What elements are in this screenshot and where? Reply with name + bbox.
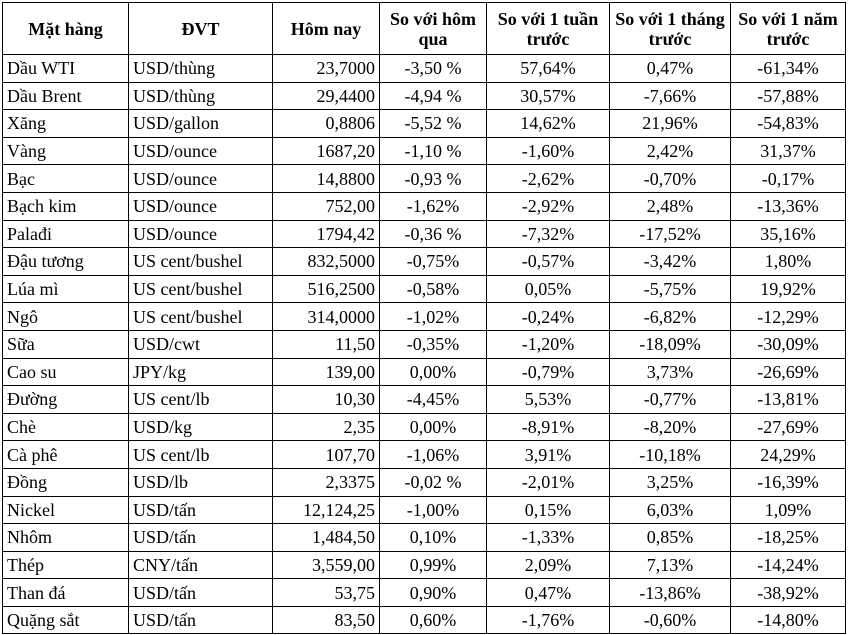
today-price-cell: 832,5000	[273, 248, 380, 276]
change-vs-last-year-cell: -61,34%	[731, 55, 846, 83]
change-vs-last-month-cell: 2,42%	[610, 137, 731, 165]
table-row	[3, 303, 846, 331]
change-vs-yesterday-cell: -1,62%	[380, 192, 487, 220]
change-vs-last-week-cell: 57,64%	[487, 55, 610, 83]
table-row	[3, 413, 846, 441]
unit-cell: USD/cwt	[129, 330, 273, 358]
change-vs-last-year-cell: -0,17%	[731, 165, 846, 193]
commodity-name-cell: Lúa mì	[3, 275, 129, 303]
change-vs-yesterday-cell: 0,60%	[380, 606, 487, 634]
commodity-name-cell: Cà phê	[3, 441, 129, 469]
table-header	[3, 3, 846, 55]
change-vs-last-year-cell: -38,92%	[731, 579, 846, 607]
commodity-name-cell: Đồng	[3, 468, 129, 496]
unit-cell: USD/tấn	[129, 606, 273, 634]
table-row	[3, 551, 846, 579]
header-vs-yesterday: So với hôm qua	[380, 3, 487, 55]
commodity-name-cell: Sữa	[3, 330, 129, 358]
today-price-cell: 23,7000	[273, 55, 380, 83]
change-vs-last-month-cell: -0,60%	[610, 606, 731, 634]
change-vs-last-week-cell: 14,62%	[487, 110, 610, 138]
change-vs-last-week-cell: 0,05%	[487, 275, 610, 303]
change-vs-last-week-cell: -1,33%	[487, 524, 610, 552]
change-vs-yesterday-cell: -0,02 %	[380, 468, 487, 496]
today-price-cell: 107,70	[273, 441, 380, 469]
change-vs-last-week-cell: -2,92%	[487, 192, 610, 220]
change-vs-last-year-cell: 1,80%	[731, 248, 846, 276]
header-today: Hôm nay	[273, 3, 380, 55]
change-vs-last-year-cell: -13,81%	[731, 386, 846, 414]
unit-cell: USD/ounce	[129, 220, 273, 248]
today-price-cell: 3,559,00	[273, 551, 380, 579]
unit-cell: USD/tấn	[129, 579, 273, 607]
change-vs-last-month-cell: 0,85%	[610, 524, 731, 552]
change-vs-last-week-cell: 0,15%	[487, 496, 610, 524]
unit-cell: USD/thùng	[129, 55, 273, 83]
today-price-cell: 2,35	[273, 413, 380, 441]
table-row	[3, 220, 846, 248]
unit-cell: USD/ounce	[129, 192, 273, 220]
change-vs-yesterday-cell: -1,00%	[380, 496, 487, 524]
change-vs-last-month-cell: -17,52%	[610, 220, 731, 248]
table-row	[3, 82, 846, 110]
change-vs-yesterday-cell: 0,10%	[380, 524, 487, 552]
table-row	[3, 386, 846, 414]
unit-cell: USD/kg	[129, 413, 273, 441]
change-vs-last-week-cell: 0,47%	[487, 579, 610, 607]
change-vs-last-month-cell: -7,66%	[610, 82, 731, 110]
table-row	[3, 330, 846, 358]
change-vs-last-month-cell: 6,03%	[610, 496, 731, 524]
today-price-cell: 516,2500	[273, 275, 380, 303]
unit-cell: US cent/bushel	[129, 275, 273, 303]
today-price-cell: 12,124,25	[273, 496, 380, 524]
change-vs-last-week-cell: -7,32%	[487, 220, 610, 248]
change-vs-yesterday-cell: 0,90%	[380, 579, 487, 607]
commodity-name-cell: Đường	[3, 386, 129, 414]
today-price-cell: 53,75	[273, 579, 380, 607]
change-vs-yesterday-cell: -1,02%	[380, 303, 487, 331]
today-price-cell: 83,50	[273, 606, 380, 634]
table-row	[3, 192, 846, 220]
table-row	[3, 110, 846, 138]
change-vs-yesterday-cell: -1,10 %	[380, 137, 487, 165]
commodity-name-cell: Xăng	[3, 110, 129, 138]
change-vs-last-week-cell: -1,20%	[487, 330, 610, 358]
change-vs-last-month-cell: -10,18%	[610, 441, 731, 469]
change-vs-last-month-cell: -0,70%	[610, 165, 731, 193]
today-price-cell: 1687,20	[273, 137, 380, 165]
today-price-cell: 0,8806	[273, 110, 380, 138]
today-price-cell: 14,8800	[273, 165, 380, 193]
table-body	[3, 55, 846, 634]
change-vs-last-year-cell: 19,92%	[731, 275, 846, 303]
table-row	[3, 579, 846, 607]
commodity-name-cell: Palađi	[3, 220, 129, 248]
change-vs-last-week-cell: 2,09%	[487, 551, 610, 579]
today-price-cell: 11,50	[273, 330, 380, 358]
change-vs-yesterday-cell: -5,52 %	[380, 110, 487, 138]
change-vs-last-week-cell: -1,76%	[487, 606, 610, 634]
change-vs-last-week-cell: -0,79%	[487, 358, 610, 386]
change-vs-last-month-cell: 2,48%	[610, 192, 731, 220]
table-row	[3, 248, 846, 276]
table-row	[3, 524, 846, 552]
today-price-cell: 1,484,50	[273, 524, 380, 552]
change-vs-last-month-cell: -18,09%	[610, 330, 731, 358]
commodity-name-cell: Dầu Brent	[3, 82, 129, 110]
change-vs-last-week-cell: -0,57%	[487, 248, 610, 276]
unit-cell: JPY/kg	[129, 358, 273, 386]
header-unit: ĐVT	[129, 3, 273, 55]
unit-cell: USD/tấn	[129, 524, 273, 552]
change-vs-yesterday-cell: 0,99%	[380, 551, 487, 579]
table-row	[3, 275, 846, 303]
change-vs-last-month-cell: -6,82%	[610, 303, 731, 331]
unit-cell: US cent/lb	[129, 386, 273, 414]
table-row	[3, 441, 846, 469]
change-vs-last-year-cell: -26,69%	[731, 358, 846, 386]
commodity-name-cell: Than đá	[3, 579, 129, 607]
commodity-name-cell: Đậu tương	[3, 248, 129, 276]
change-vs-last-month-cell: -0,77%	[610, 386, 731, 414]
change-vs-last-week-cell: -8,91%	[487, 413, 610, 441]
commodity-name-cell: Quặng sắt	[3, 606, 129, 634]
commodity-name-cell: Cao su	[3, 358, 129, 386]
today-price-cell: 10,30	[273, 386, 380, 414]
change-vs-yesterday-cell: -0,36 %	[380, 220, 487, 248]
unit-cell: US cent/lb	[129, 441, 273, 469]
table-row	[3, 606, 846, 634]
commodity-name-cell: Nickel	[3, 496, 129, 524]
table-row	[3, 496, 846, 524]
change-vs-last-year-cell: 1,09%	[731, 496, 846, 524]
change-vs-last-week-cell: -1,60%	[487, 137, 610, 165]
change-vs-last-month-cell: 3,73%	[610, 358, 731, 386]
table-row	[3, 137, 846, 165]
change-vs-yesterday-cell: -3,50 %	[380, 55, 487, 83]
change-vs-last-month-cell: 3,25%	[610, 468, 731, 496]
change-vs-yesterday-cell: -0,58%	[380, 275, 487, 303]
header-commodity: Mặt hàng	[3, 3, 129, 55]
change-vs-last-week-cell: 5,53%	[487, 386, 610, 414]
change-vs-last-year-cell: 35,16%	[731, 220, 846, 248]
commodity-name-cell: Nhôm	[3, 524, 129, 552]
unit-cell: USD/gallon	[129, 110, 273, 138]
today-price-cell: 2,3375	[273, 468, 380, 496]
change-vs-yesterday-cell: 0,00%	[380, 358, 487, 386]
header-vs-last-year: So với 1 năm trước	[731, 3, 846, 55]
change-vs-last-month-cell: -3,42%	[610, 248, 731, 276]
today-price-cell: 752,00	[273, 192, 380, 220]
change-vs-yesterday-cell: -0,93 %	[380, 165, 487, 193]
unit-cell: USD/lb	[129, 468, 273, 496]
header-vs-last-week: So với 1 tuần trước	[487, 3, 610, 55]
change-vs-last-year-cell: -18,25%	[731, 524, 846, 552]
unit-cell: US cent/bushel	[129, 248, 273, 276]
commodity-name-cell: Bạc	[3, 165, 129, 193]
change-vs-last-month-cell: -8,20%	[610, 413, 731, 441]
change-vs-last-year-cell: 31,37%	[731, 137, 846, 165]
header-vs-last-month: So với 1 tháng trước	[610, 3, 731, 55]
today-price-cell: 139,00	[273, 358, 380, 386]
commodity-name-cell: Thép	[3, 551, 129, 579]
unit-cell: USD/ounce	[129, 165, 273, 193]
commodity-name-cell: Bạch kim	[3, 192, 129, 220]
change-vs-last-year-cell: -13,36%	[731, 192, 846, 220]
commodity-name-cell: Chè	[3, 413, 129, 441]
change-vs-yesterday-cell: -1,06%	[380, 441, 487, 469]
unit-cell: USD/tấn	[129, 496, 273, 524]
commodity-name-cell: Ngô	[3, 303, 129, 331]
change-vs-last-year-cell: -27,69%	[731, 413, 846, 441]
unit-cell: USD/thùng	[129, 82, 273, 110]
change-vs-last-month-cell: -13,86%	[610, 579, 731, 607]
commodity-name-cell: Dầu WTI	[3, 55, 129, 83]
change-vs-last-week-cell: -0,24%	[487, 303, 610, 331]
change-vs-last-month-cell: 21,96%	[610, 110, 731, 138]
unit-cell: CNY/tấn	[129, 551, 273, 579]
change-vs-last-month-cell: -5,75%	[610, 275, 731, 303]
header-row	[3, 3, 846, 55]
today-price-cell: 314,0000	[273, 303, 380, 331]
unit-cell: US cent/bushel	[129, 303, 273, 331]
change-vs-last-year-cell: -54,83%	[731, 110, 846, 138]
change-vs-yesterday-cell: -4,45%	[380, 386, 487, 414]
change-vs-yesterday-cell: -4,94 %	[380, 82, 487, 110]
change-vs-last-week-cell: 30,57%	[487, 82, 610, 110]
change-vs-yesterday-cell: -0,75%	[380, 248, 487, 276]
change-vs-last-week-cell: -2,62%	[487, 165, 610, 193]
change-vs-last-year-cell: -12,29%	[731, 303, 846, 331]
table-row	[3, 358, 846, 386]
today-price-cell: 29,4400	[273, 82, 380, 110]
commodity-price-table	[2, 2, 846, 634]
change-vs-yesterday-cell: -0,35%	[380, 330, 487, 358]
table-row	[3, 55, 846, 83]
change-vs-last-week-cell: 3,91%	[487, 441, 610, 469]
change-vs-last-year-cell: -30,09%	[731, 330, 846, 358]
commodity-name-cell: Vàng	[3, 137, 129, 165]
change-vs-last-week-cell: -2,01%	[487, 468, 610, 496]
change-vs-last-year-cell: -14,80%	[731, 606, 846, 634]
table-row	[3, 165, 846, 193]
change-vs-last-month-cell: 0,47%	[610, 55, 731, 83]
table-row	[3, 468, 846, 496]
change-vs-last-year-cell: -57,88%	[731, 82, 846, 110]
change-vs-last-year-cell: 24,29%	[731, 441, 846, 469]
today-price-cell: 1794,42	[273, 220, 380, 248]
change-vs-last-year-cell: -16,39%	[731, 468, 846, 496]
change-vs-yesterday-cell: 0,00%	[380, 413, 487, 441]
change-vs-last-month-cell: 7,13%	[610, 551, 731, 579]
change-vs-last-year-cell: -14,24%	[731, 551, 846, 579]
unit-cell: USD/ounce	[129, 137, 273, 165]
